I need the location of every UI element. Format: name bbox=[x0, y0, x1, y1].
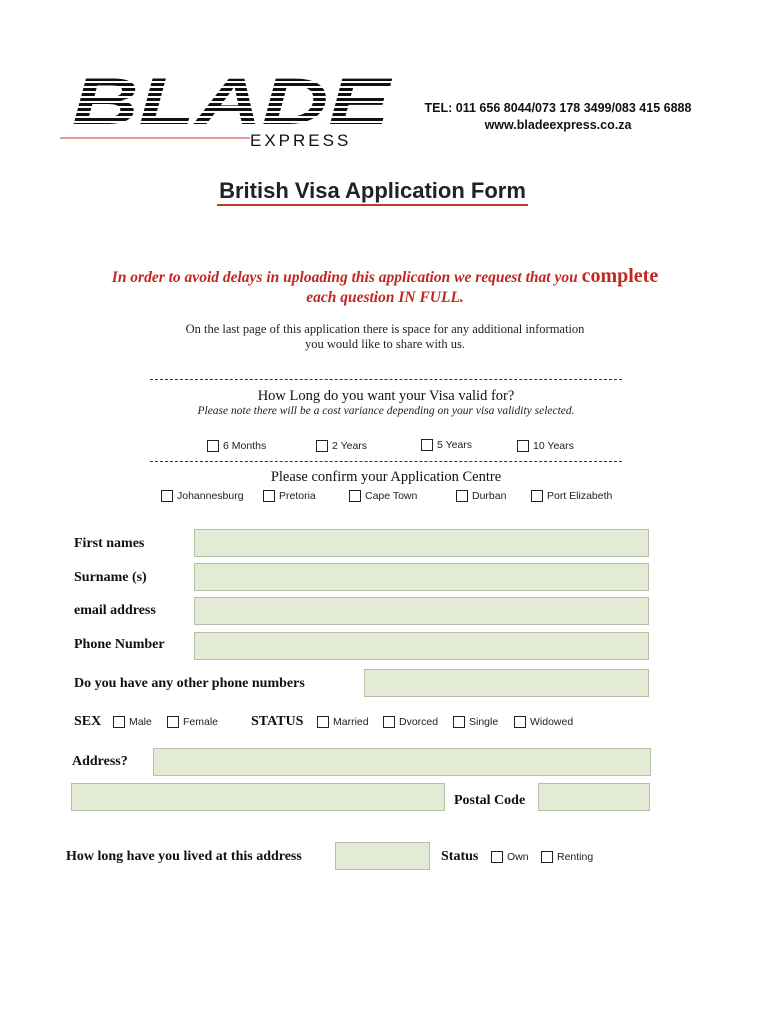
checkbox-icon[interactable] bbox=[531, 490, 543, 502]
warning-text bbox=[60, 266, 710, 308]
checkbox-icon[interactable] bbox=[207, 440, 219, 452]
other-phone-label: Do you have any other phone numbers bbox=[74, 676, 305, 691]
info-note bbox=[150, 322, 620, 352]
divider bbox=[150, 379, 622, 380]
checkbox-icon[interactable] bbox=[167, 716, 179, 728]
warning-emphasis: complete bbox=[581, 265, 659, 287]
checkbox-icon[interactable] bbox=[421, 439, 433, 451]
option-5-years[interactable]: 5 Years bbox=[421, 439, 472, 451]
checkbox-icon[interactable] bbox=[317, 716, 329, 728]
checkbox-icon[interactable] bbox=[456, 490, 468, 502]
status-single[interactable]: Single bbox=[453, 716, 498, 728]
contact-tel: TEL: 011 656 8044/073 178 3499/083 415 6888 bbox=[424, 101, 692, 115]
checkbox-icon[interactable] bbox=[383, 716, 395, 728]
status-divorced[interactable]: Dvorced bbox=[383, 716, 438, 728]
status-label: STATUS bbox=[251, 714, 304, 729]
centre-question: Please confirm your Application Centre bbox=[270, 469, 502, 485]
option-6-months[interactable]: 6 Months bbox=[207, 440, 266, 452]
blade-express-logo bbox=[60, 68, 400, 148]
checkbox-icon[interactable] bbox=[517, 440, 529, 452]
checkbox-icon[interactable] bbox=[349, 490, 361, 502]
residence-own[interactable]: Own bbox=[491, 851, 529, 863]
residence-status-label: Status bbox=[441, 849, 479, 864]
logo-wordmark: BLADE bbox=[72, 68, 393, 138]
centre-port-elizabeth[interactable]: Port Elizabeth bbox=[531, 490, 612, 502]
how-long-input[interactable] bbox=[335, 842, 430, 870]
sex-female[interactable]: Female bbox=[167, 716, 218, 728]
visa-validity-question: How Long do you want your Visa valid for? bbox=[257, 388, 515, 404]
address-input-line2[interactable] bbox=[71, 783, 445, 811]
sex-male[interactable]: Male bbox=[113, 716, 152, 728]
residence-renting[interactable]: Renting bbox=[541, 851, 593, 863]
contact-website[interactable]: www.bladeexpress.co.za bbox=[484, 118, 632, 132]
contact-info bbox=[408, 100, 708, 134]
divider bbox=[150, 461, 622, 462]
checkbox-icon[interactable] bbox=[113, 716, 125, 728]
other-phone-input[interactable] bbox=[364, 669, 649, 697]
option-10-years[interactable]: 10 Years bbox=[517, 440, 574, 452]
page-title: British Visa Application Form bbox=[0, 178, 745, 204]
postal-code-label: Postal Code bbox=[454, 793, 526, 808]
address-input-line1[interactable] bbox=[153, 748, 651, 776]
checkbox-icon[interactable] bbox=[453, 716, 465, 728]
logo-subtext: EXPRESS bbox=[250, 131, 352, 148]
centre-pretoria[interactable]: Pretoria bbox=[263, 490, 316, 502]
checkbox-icon[interactable] bbox=[491, 851, 503, 863]
surname-input[interactable] bbox=[194, 563, 649, 591]
how-long-label: How long have you lived at this address bbox=[66, 849, 302, 864]
address-label: Address? bbox=[72, 754, 128, 769]
surname-label: Surname (s) bbox=[74, 570, 147, 585]
info-note-line1: On the last page of this application there is space for any additional information bbox=[185, 322, 585, 336]
status-widowed[interactable]: Widowed bbox=[514, 716, 573, 728]
checkbox-icon[interactable] bbox=[541, 851, 553, 863]
option-2-years[interactable]: 2 Years bbox=[316, 440, 367, 452]
first-names-input[interactable] bbox=[194, 529, 649, 557]
postal-code-input[interactable] bbox=[538, 783, 650, 811]
checkbox-icon[interactable] bbox=[263, 490, 275, 502]
warning-line2: each question IN FULL. bbox=[306, 289, 464, 306]
info-note-line2: you would like to share with us. bbox=[304, 337, 466, 351]
phone-label: Phone Number bbox=[74, 637, 165, 652]
checkbox-icon[interactable] bbox=[161, 490, 173, 502]
phone-input[interactable] bbox=[194, 632, 649, 660]
status-married[interactable]: Married bbox=[317, 716, 369, 728]
centre-cape-town[interactable]: Cape Town bbox=[349, 490, 417, 502]
centre-johannesburg[interactable]: Johannesburg bbox=[161, 490, 244, 502]
checkbox-icon[interactable] bbox=[514, 716, 526, 728]
sex-label: SEX bbox=[74, 714, 102, 729]
first-names-label: First names bbox=[74, 536, 145, 551]
centre-durban[interactable]: Durban bbox=[456, 490, 506, 502]
email-label: email address bbox=[74, 603, 156, 618]
email-input[interactable] bbox=[194, 597, 649, 625]
visa-validity-note: Please note there will be a cost variance depending on your visa validity selected. bbox=[197, 405, 575, 417]
checkbox-icon[interactable] bbox=[316, 440, 328, 452]
warning-line1: In order to avoid delays in uploading this application we request that you bbox=[111, 269, 578, 286]
